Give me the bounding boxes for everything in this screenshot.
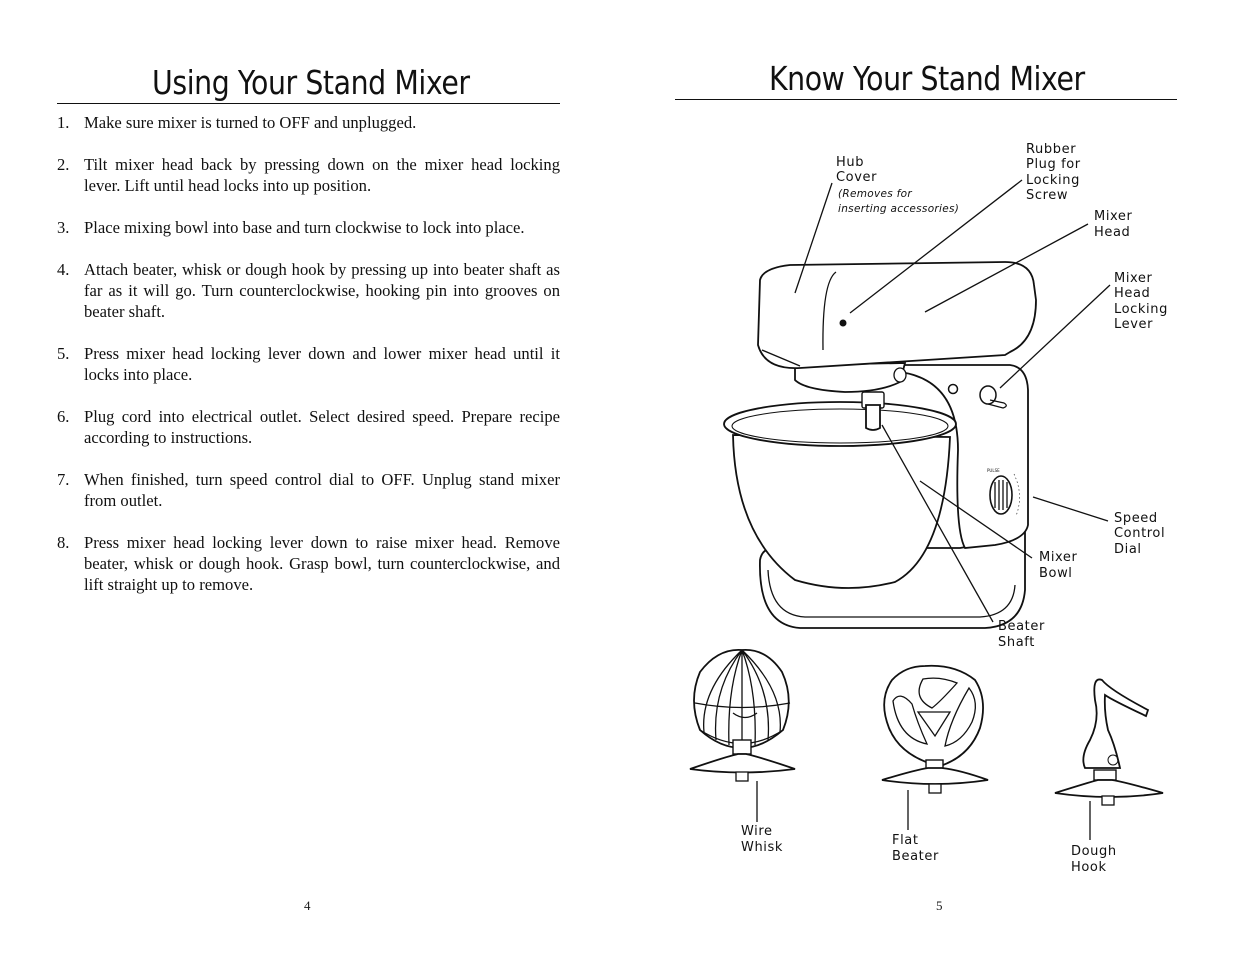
- label-hub-cover-note1: (Removes for: [838, 188, 913, 200]
- step-number: 6.: [57, 407, 70, 426]
- step-number: 5.: [57, 344, 70, 363]
- dial-pulse-label: PULSE: [987, 468, 1000, 473]
- label-locking-lever-line1: Mixer: [1114, 271, 1153, 286]
- label-speed-dial-line1: Speed: [1114, 511, 1158, 526]
- label-flat-beater-line1: Flat: [892, 833, 919, 848]
- label-rubber-plug-line2: Plug for: [1026, 157, 1081, 172]
- label-locking-lever-line2: Head: [1114, 286, 1151, 301]
- callout-beater-shaft: [998, 619, 1045, 650]
- label-flat-beater-line2: Beater: [892, 849, 939, 864]
- step-text: Press mixer head locking lever down to raise mixer head. Remove beater, whisk or dough hook. Grasp bowl, turn counterclockwise, and lift straight up to remove.: [84, 533, 560, 594]
- page-title-know: Know Your Stand Mixer: [769, 59, 1085, 98]
- label-beater-shaft-line1: Beater: [998, 619, 1045, 634]
- rubber-plug: [949, 385, 958, 394]
- label-beater-shaft-line2: Shaft: [998, 635, 1035, 650]
- rubber-plug-dot: [840, 320, 847, 327]
- step-number: 3.: [57, 218, 70, 237]
- label-dough-hook-line1: Dough: [1071, 844, 1117, 859]
- label-hub-cover-line2: Cover: [836, 170, 878, 185]
- step-text: Make sure mixer is turned to OFF and unplugged.: [84, 113, 417, 132]
- label-speed-dial-line3: Dial: [1114, 542, 1142, 557]
- label-locking-lever-line4: Lever: [1114, 317, 1154, 332]
- callout-locking-lever: [1114, 271, 1168, 332]
- label-wire-whisk-line2: Whisk: [741, 840, 784, 855]
- callout-hub-cover: [836, 155, 959, 215]
- page-title-using: Using Your Stand Mixer: [152, 63, 470, 102]
- step-number: 2.: [57, 155, 70, 174]
- step-text: Attach beater, whisk or dough hook by pressing up into beater shaft as far as it will go. Turn counterclockwise, hooking pin into grooves on beater shaft.: [84, 260, 560, 321]
- step-number: 4.: [57, 260, 70, 279]
- label-rubber-plug-line4: Screw: [1026, 188, 1069, 203]
- label-hub-cover-note2: inserting accessories): [838, 203, 960, 215]
- flat-beater: [882, 666, 988, 793]
- step-text: Press mixer head locking lever down and lower mixer head until it locks into place.: [84, 344, 560, 384]
- callout-dough-hook: [1071, 844, 1117, 875]
- label-wire-whisk-line1: Wire: [741, 824, 773, 839]
- step-text: When finished, turn speed control dial to OFF. Unplug stand mixer from outlet.: [84, 470, 560, 510]
- wire-whisk: [690, 650, 795, 781]
- step-number: 7.: [57, 470, 70, 489]
- step-text: Plug cord into electrical outlet. Select desired speed. Prepare recipe according to instructions.: [84, 407, 560, 447]
- label-mixer-head-line2: Head: [1094, 225, 1131, 240]
- label-locking-lever-line3: Locking: [1114, 302, 1168, 317]
- label-rubber-plug-line1: Rubber: [1026, 142, 1077, 157]
- dough-hook: [1055, 679, 1163, 805]
- callout-wire-whisk: [741, 824, 783, 855]
- step-number: 1.: [57, 113, 70, 132]
- label-mixer-head-line1: Mixer: [1094, 209, 1133, 224]
- callout-mixer-bowl: [1039, 550, 1078, 581]
- callout-mixer-head: [1094, 209, 1133, 240]
- page-number: 5: [936, 898, 943, 913]
- label-mixer-bowl-line2: Bowl: [1039, 566, 1073, 581]
- page-number: 4: [304, 898, 311, 913]
- label-speed-dial-line2: Control: [1114, 526, 1166, 541]
- callout-speed-dial: [1114, 511, 1165, 557]
- beater-shaft: [862, 392, 884, 430]
- callout-flat-beater: [892, 833, 939, 864]
- step-text: Place mixing bowl into base and turn clockwise to lock into place.: [84, 218, 525, 237]
- label-mixer-bowl-line1: Mixer: [1039, 550, 1078, 565]
- label-hub-cover-line1: Hub: [836, 155, 865, 170]
- step-text: Tilt mixer head back by pressing down on the mixer head locking lever. Lift until head locks into up position.: [84, 155, 560, 195]
- step-number: 8.: [57, 533, 70, 552]
- callout-rubber-plug: [1026, 142, 1081, 203]
- label-rubber-plug-line3: Locking: [1026, 173, 1080, 188]
- label-dough-hook-line2: Hook: [1071, 860, 1107, 875]
